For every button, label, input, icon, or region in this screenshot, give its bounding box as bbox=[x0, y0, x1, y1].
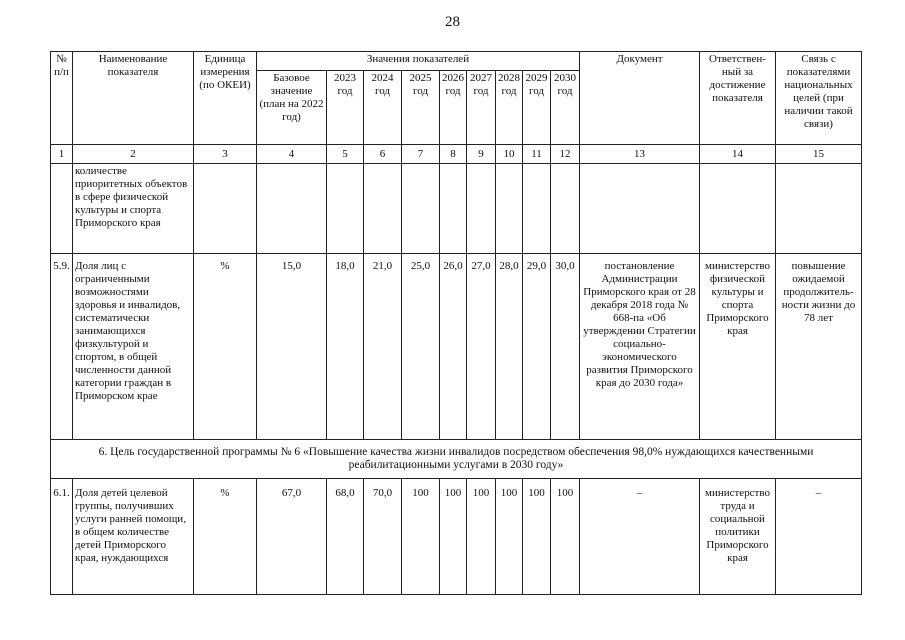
column-number: 6 bbox=[364, 145, 402, 164]
row-resp: министерство физической культуры и спорта Приморского края bbox=[700, 254, 776, 440]
header-num: № п/п bbox=[51, 52, 73, 145]
row-unit: % bbox=[194, 254, 257, 440]
header-base: Базовое значение (план на 2022 год) bbox=[257, 71, 327, 145]
row-num bbox=[51, 164, 73, 254]
row-resp: министерство труда и социальной политики Приморского края bbox=[700, 479, 776, 595]
column-number: 15 bbox=[776, 145, 862, 164]
row-doc: – bbox=[580, 479, 700, 595]
row-unit bbox=[194, 164, 257, 254]
column-number: 13 bbox=[580, 145, 700, 164]
column-number: 14 bbox=[700, 145, 776, 164]
header-name: Наименование показателя bbox=[73, 52, 194, 145]
header-year: 2023 год bbox=[327, 71, 364, 145]
row-value bbox=[327, 164, 364, 254]
table-row bbox=[51, 479, 862, 595]
header-doc: Документ bbox=[580, 52, 700, 145]
row-value: 30,0 bbox=[551, 254, 580, 440]
column-number: 7 bbox=[402, 145, 440, 164]
row-link: – bbox=[776, 479, 862, 595]
column-number: 11 bbox=[523, 145, 551, 164]
row-value bbox=[402, 164, 440, 254]
indicators-table bbox=[50, 51, 862, 595]
column-number-row bbox=[51, 145, 862, 164]
header-link: Связь с показателями национальных целей (при наличии такой связи) bbox=[776, 52, 862, 145]
row-value bbox=[440, 164, 467, 254]
row-base bbox=[257, 164, 327, 254]
row-name: Доля лиц с ограниченными возможностями здоровья и инвалидов, систематически занимающихся физкультурой и спортом, в общей численности данной категории граждан в Приморском крае bbox=[73, 254, 194, 440]
row-num: 5.9. bbox=[51, 254, 73, 440]
row-value: 18,0 bbox=[327, 254, 364, 440]
column-number: 4 bbox=[257, 145, 327, 164]
table-row bbox=[51, 254, 862, 440]
row-value bbox=[364, 164, 402, 254]
column-number: 12 bbox=[551, 145, 580, 164]
row-value: 25,0 bbox=[402, 254, 440, 440]
header-year: 2026 год bbox=[440, 71, 467, 145]
table-row bbox=[51, 164, 862, 254]
header-year: 2029 год bbox=[523, 71, 551, 145]
row-value: 21,0 bbox=[364, 254, 402, 440]
column-number: 9 bbox=[467, 145, 496, 164]
header-year: 2030 год bbox=[551, 71, 580, 145]
row-value bbox=[467, 164, 496, 254]
row-value: 100 bbox=[551, 479, 580, 595]
header-year: 2028 год bbox=[496, 71, 523, 145]
row-value: 28,0 bbox=[496, 254, 523, 440]
column-number: 1 bbox=[51, 145, 73, 164]
row-name: Доля детей целевой группы, получивших услуги ранней помощи, в общем количестве детей Приморского края, нуждающихся bbox=[73, 479, 194, 595]
row-value bbox=[551, 164, 580, 254]
page-number: 28 bbox=[445, 14, 460, 30]
header-year: 2025 год bbox=[402, 71, 440, 145]
row-doc bbox=[580, 164, 700, 254]
header-unit: Единица измерения (по ОКЕИ) bbox=[194, 52, 257, 145]
column-number: 10 bbox=[496, 145, 523, 164]
column-number: 8 bbox=[440, 145, 467, 164]
row-unit: % bbox=[194, 479, 257, 595]
row-value bbox=[496, 164, 523, 254]
row-name: количестве приоритетных объектов в сфере физической культуры и спорта Приморского края bbox=[73, 164, 194, 254]
row-base: 67,0 bbox=[257, 479, 327, 595]
goal-heading: 6. Цель государственной программы № 6 «Повышение качества жизни инвалидов посредством обеспечения 98,0% нуждающихся качественными реабилитационными услугами в 2030 году» bbox=[51, 440, 862, 479]
row-value: 70,0 bbox=[364, 479, 402, 595]
column-number: 2 bbox=[73, 145, 194, 164]
row-link: повышение ожидаемой продолжитель-ности жизни до 78 лет bbox=[776, 254, 862, 440]
row-value: 26,0 bbox=[440, 254, 467, 440]
row-resp bbox=[700, 164, 776, 254]
row-value: 68,0 bbox=[327, 479, 364, 595]
header-resp: Ответствен-ный за достижение показателя bbox=[700, 52, 776, 145]
column-number: 3 bbox=[194, 145, 257, 164]
row-value: 100 bbox=[523, 479, 551, 595]
row-value: 100 bbox=[496, 479, 523, 595]
row-base: 15,0 bbox=[257, 254, 327, 440]
row-value: 29,0 bbox=[523, 254, 551, 440]
goal-row bbox=[51, 440, 862, 479]
row-value: 100 bbox=[440, 479, 467, 595]
row-doc: постановление Администрации Приморского края от 28 декабря 2018 года № 668-па «Об утверждении Стратегии социально-экономического развития Приморского края до 2030 года» bbox=[580, 254, 700, 440]
header-row-1 bbox=[51, 52, 862, 71]
row-link bbox=[776, 164, 862, 254]
row-value: 100 bbox=[467, 479, 496, 595]
row-value: 27,0 bbox=[467, 254, 496, 440]
header-values: Значения показателей bbox=[257, 52, 580, 71]
header-year: 2027 год bbox=[467, 71, 496, 145]
row-value: 100 bbox=[402, 479, 440, 595]
row-num: 6.1. bbox=[51, 479, 73, 595]
column-number: 5 bbox=[327, 145, 364, 164]
header-year: 2024 год bbox=[364, 71, 402, 145]
row-value bbox=[523, 164, 551, 254]
